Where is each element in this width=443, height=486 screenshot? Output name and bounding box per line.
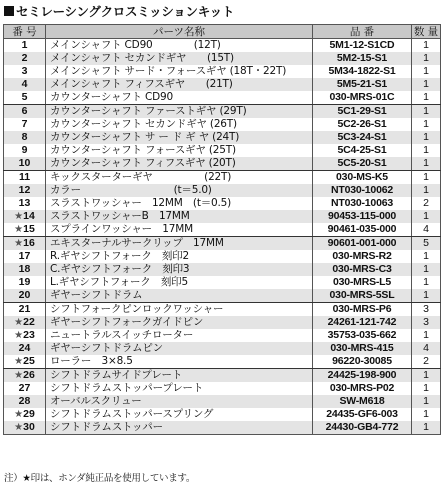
footnote: 注）★印は、ホンダ純正品を使用しています。 bbox=[4, 473, 196, 484]
row-number-cell bbox=[4, 342, 46, 355]
part-number: 030-MRS-5SL bbox=[313, 289, 412, 303]
part-name: メインシャフト CD90 (12T) bbox=[46, 39, 313, 53]
row-number-cell bbox=[4, 223, 46, 237]
part-name: ギヤーシフトドラム bbox=[46, 289, 313, 303]
row-number-cell bbox=[4, 329, 46, 342]
quantity: 1 bbox=[412, 91, 441, 105]
row-number: 13 bbox=[18, 197, 31, 209]
part-name: カウンターシャフト CD90 bbox=[46, 91, 313, 105]
table-row bbox=[4, 210, 441, 223]
part-name: メインシャフト サード・フォースギヤ (18T・22T) bbox=[46, 65, 313, 78]
part-name: エキスターナルサークリップ 17MM bbox=[46, 237, 313, 251]
row-number: 7 bbox=[21, 118, 28, 130]
part-number: 030-MRS-01C bbox=[313, 91, 412, 105]
part-name: C.ギヤシフトフォーク 刻印3 bbox=[46, 263, 313, 276]
quantity: 3 bbox=[412, 303, 441, 317]
part-name: シフトドラムストッパー bbox=[46, 421, 313, 435]
table-row bbox=[4, 382, 441, 395]
star-icon: ★ bbox=[14, 409, 24, 420]
row-number: 6 bbox=[21, 105, 28, 117]
table-row bbox=[4, 395, 441, 408]
table-row bbox=[4, 65, 441, 78]
part-number: NT030-10063 bbox=[313, 197, 412, 210]
row-number: 19 bbox=[18, 276, 31, 288]
star-icon: ★ bbox=[14, 370, 24, 381]
part-number: 5C4-25-S1 bbox=[313, 144, 412, 157]
part-number: 5C5-20-S1 bbox=[313, 157, 412, 171]
part-name: スプラインワッシャー 17MM bbox=[46, 223, 313, 237]
row-number-cell bbox=[4, 105, 46, 119]
row-number: 30 bbox=[23, 421, 35, 433]
table-row bbox=[4, 144, 441, 157]
part-name: カウンターシャフト サ ー ド ギ ヤ (24T) bbox=[46, 131, 313, 144]
quantity: 1 bbox=[412, 184, 441, 197]
table-row bbox=[4, 223, 441, 237]
quantity: 1 bbox=[412, 118, 441, 131]
row-number-cell bbox=[4, 237, 46, 251]
part-number: NT030-10062 bbox=[313, 184, 412, 197]
quantity: 1 bbox=[412, 52, 441, 65]
row-number: 18 bbox=[18, 263, 31, 275]
row-number-cell bbox=[4, 210, 46, 223]
part-number: 24430-GB4-772 bbox=[313, 421, 412, 435]
page-title bbox=[4, 3, 234, 19]
star-icon: ★ bbox=[14, 211, 24, 222]
part-number: 90453-115-000 bbox=[313, 210, 412, 223]
star-icon: ★ bbox=[14, 224, 24, 235]
row-number: 11 bbox=[18, 171, 31, 183]
row-number: 10 bbox=[18, 157, 31, 169]
part-number: 5C3-24-S1 bbox=[313, 131, 412, 144]
row-number: 2 bbox=[21, 52, 28, 64]
table-row bbox=[4, 408, 441, 421]
row-number: 9 bbox=[21, 144, 28, 156]
part-number: 24435-GF6-003 bbox=[313, 408, 412, 421]
parts-table bbox=[3, 24, 441, 435]
table-row bbox=[4, 369, 441, 383]
part-number: 5C2-26-S1 bbox=[313, 118, 412, 131]
quantity: 1 bbox=[412, 105, 441, 119]
row-number: 15 bbox=[23, 223, 35, 235]
part-name: ギヤーシフトドラムピン bbox=[46, 342, 313, 355]
row-number: 17 bbox=[18, 250, 31, 262]
part-number: 030-MRS-415 bbox=[313, 342, 412, 355]
part-number: 5M2-15-S1 bbox=[313, 52, 412, 65]
star-icon: ★ bbox=[14, 422, 24, 433]
quantity: 1 bbox=[412, 39, 441, 53]
table-row bbox=[4, 131, 441, 144]
part-number: 030-MS-K5 bbox=[313, 171, 412, 185]
quantity: 5 bbox=[412, 237, 441, 251]
part-number: 24261-121-742 bbox=[313, 316, 412, 329]
row-number: 28 bbox=[18, 395, 31, 407]
row-number-cell bbox=[4, 52, 46, 65]
table-row bbox=[4, 171, 441, 185]
part-name: シフトドラムサイドプレート bbox=[46, 369, 313, 383]
row-number: 4 bbox=[21, 78, 28, 90]
row-number-cell bbox=[4, 289, 46, 303]
quantity: 1 bbox=[412, 263, 441, 276]
row-number-cell bbox=[4, 276, 46, 289]
part-name: ニュートラルスイッチローター bbox=[46, 329, 313, 342]
part-name: カラー (t＝5.0) bbox=[46, 184, 313, 197]
quantity: 1 bbox=[412, 408, 441, 421]
row-number-cell bbox=[4, 250, 46, 263]
row-number: 23 bbox=[23, 329, 35, 341]
table-row bbox=[4, 105, 441, 119]
quantity: 1 bbox=[412, 329, 441, 342]
part-number: 030-MRS-R2 bbox=[313, 250, 412, 263]
row-number-cell bbox=[4, 263, 46, 276]
row-number-cell bbox=[4, 197, 46, 210]
table-row bbox=[4, 52, 441, 65]
table-row bbox=[4, 263, 441, 276]
part-name: キックスターターギヤ (22T) bbox=[46, 171, 313, 185]
row-number: 26 bbox=[23, 369, 35, 381]
header-qty: 数 量 bbox=[412, 25, 441, 39]
table-row bbox=[4, 303, 441, 317]
quantity: 1 bbox=[412, 157, 441, 171]
row-number: 1 bbox=[21, 39, 28, 51]
part-number: 030-MRS-P02 bbox=[313, 382, 412, 395]
part-number: 90601-001-000 bbox=[313, 237, 412, 251]
part-name: メインシャフト フィフスギヤ (21T) bbox=[46, 78, 313, 91]
quantity: 1 bbox=[412, 144, 441, 157]
quantity: 2 bbox=[412, 355, 441, 369]
row-number: 25 bbox=[23, 355, 35, 367]
quantity: 1 bbox=[412, 276, 441, 289]
quantity: 4 bbox=[412, 342, 441, 355]
part-number: SW-M618 bbox=[313, 395, 412, 408]
quantity: 1 bbox=[412, 210, 441, 223]
table-row bbox=[4, 421, 441, 435]
part-name: R.ギヤシフトフォーク 刻印2 bbox=[46, 250, 313, 263]
part-name: L.ギヤシフトフォーク 刻印5 bbox=[46, 276, 313, 289]
row-number: 16 bbox=[23, 237, 35, 249]
row-number-cell bbox=[4, 171, 46, 185]
table-row bbox=[4, 91, 441, 105]
part-number: 030-MRS-L5 bbox=[313, 276, 412, 289]
row-number-cell bbox=[4, 91, 46, 105]
part-name: メインシャフト セカンドギヤ (15T) bbox=[46, 52, 313, 65]
part-number: 5M5-21-S1 bbox=[313, 78, 412, 91]
table-row bbox=[4, 250, 441, 263]
row-number: 8 bbox=[21, 131, 28, 143]
table-row bbox=[4, 342, 441, 355]
header-name: パーツ名称 bbox=[46, 25, 313, 39]
part-name: シフトフォークピンロックワッシャー bbox=[46, 303, 313, 317]
table-row bbox=[4, 276, 441, 289]
table-row bbox=[4, 316, 441, 329]
part-number: 90461-035-000 bbox=[313, 223, 412, 237]
quantity: 1 bbox=[412, 289, 441, 303]
row-number: 27 bbox=[18, 382, 31, 394]
row-number-cell bbox=[4, 144, 46, 157]
part-name: カウンターシャフト セカンドギヤ (26T) bbox=[46, 118, 313, 131]
table-row bbox=[4, 355, 441, 369]
quantity: 1 bbox=[412, 131, 441, 144]
row-number-cell bbox=[4, 369, 46, 383]
row-number-cell bbox=[4, 316, 46, 329]
quantity: 1 bbox=[412, 250, 441, 263]
part-name: シフトドラムストッパースプリング bbox=[46, 408, 313, 421]
row-number-cell bbox=[4, 131, 46, 144]
row-number: 29 bbox=[23, 408, 35, 420]
table-row bbox=[4, 329, 441, 342]
row-number-cell bbox=[4, 118, 46, 131]
row-number-cell bbox=[4, 78, 46, 91]
quantity: 1 bbox=[412, 65, 441, 78]
quantity: 1 bbox=[412, 395, 441, 408]
part-number: 24425-198-900 bbox=[313, 369, 412, 383]
row-number-cell bbox=[4, 39, 46, 53]
part-name: カウンターシャフト フォースギヤ (25T) bbox=[46, 144, 313, 157]
part-name: オーバルスクリュー bbox=[46, 395, 313, 408]
bullet-square-icon bbox=[4, 6, 14, 16]
star-icon: ★ bbox=[14, 238, 24, 249]
part-name: シフトドラムストッパープレート bbox=[46, 382, 313, 395]
table-body bbox=[4, 39, 441, 435]
table-row bbox=[4, 289, 441, 303]
table-row bbox=[4, 39, 441, 53]
part-name: カウンターシャフト ファーストギヤ (29T) bbox=[46, 105, 313, 119]
part-number: 030-MRS-C3 bbox=[313, 263, 412, 276]
part-name: ローラー 3×8.5 bbox=[46, 355, 313, 369]
row-number: 22 bbox=[23, 316, 35, 328]
row-number-cell bbox=[4, 303, 46, 317]
star-icon: ★ bbox=[14, 330, 24, 341]
row-number-cell bbox=[4, 184, 46, 197]
star-icon: ★ bbox=[14, 356, 24, 367]
row-number: 5 bbox=[21, 91, 28, 103]
part-name: スラストワッシャーB 17MM bbox=[46, 210, 313, 223]
part-number: 030-MRS-P6 bbox=[313, 303, 412, 317]
row-number-cell bbox=[4, 382, 46, 395]
table-header-row bbox=[4, 25, 441, 39]
row-number: 21 bbox=[18, 303, 31, 315]
quantity: 1 bbox=[412, 382, 441, 395]
row-number-cell bbox=[4, 355, 46, 369]
page-title-text: セミレーシングクロスミッションキット bbox=[16, 4, 235, 19]
part-number: 96220-30085 bbox=[313, 355, 412, 369]
table-row bbox=[4, 197, 441, 210]
part-number: 5M1-12-S1CD bbox=[313, 39, 412, 53]
star-icon: ★ bbox=[14, 317, 24, 328]
row-number: 12 bbox=[18, 184, 31, 196]
header-no: 番 号 bbox=[4, 25, 46, 39]
table-row bbox=[4, 157, 441, 171]
table-row bbox=[4, 237, 441, 251]
row-number: 14 bbox=[23, 210, 35, 222]
part-name: カウンターシャフト フィフスギヤ (20T) bbox=[46, 157, 313, 171]
row-number-cell bbox=[4, 408, 46, 421]
part-number: 5C1-29-S1 bbox=[313, 105, 412, 119]
row-number-cell bbox=[4, 421, 46, 435]
table-row bbox=[4, 78, 441, 91]
header-part-number: 品 番 bbox=[313, 25, 412, 39]
quantity: 1 bbox=[412, 369, 441, 383]
part-name: ギヤーシフトフォークガイドピン bbox=[46, 316, 313, 329]
row-number: 20 bbox=[18, 289, 31, 301]
row-number-cell bbox=[4, 65, 46, 78]
row-number-cell bbox=[4, 395, 46, 408]
quantity: 1 bbox=[412, 171, 441, 185]
part-number: 5M34-1822-S1 bbox=[313, 65, 412, 78]
table-row bbox=[4, 184, 441, 197]
part-number: 35753-035-662 bbox=[313, 329, 412, 342]
row-number-cell bbox=[4, 157, 46, 171]
part-name: スラストワッシャー 12MM (t＝0.5) bbox=[46, 197, 313, 210]
quantity: 2 bbox=[412, 197, 441, 210]
quantity: 1 bbox=[412, 78, 441, 91]
table-row bbox=[4, 118, 441, 131]
row-number: 24 bbox=[18, 342, 31, 354]
quantity: 3 bbox=[412, 316, 441, 329]
row-number: 3 bbox=[21, 65, 28, 77]
quantity: 1 bbox=[412, 421, 441, 435]
quantity: 4 bbox=[412, 223, 441, 237]
